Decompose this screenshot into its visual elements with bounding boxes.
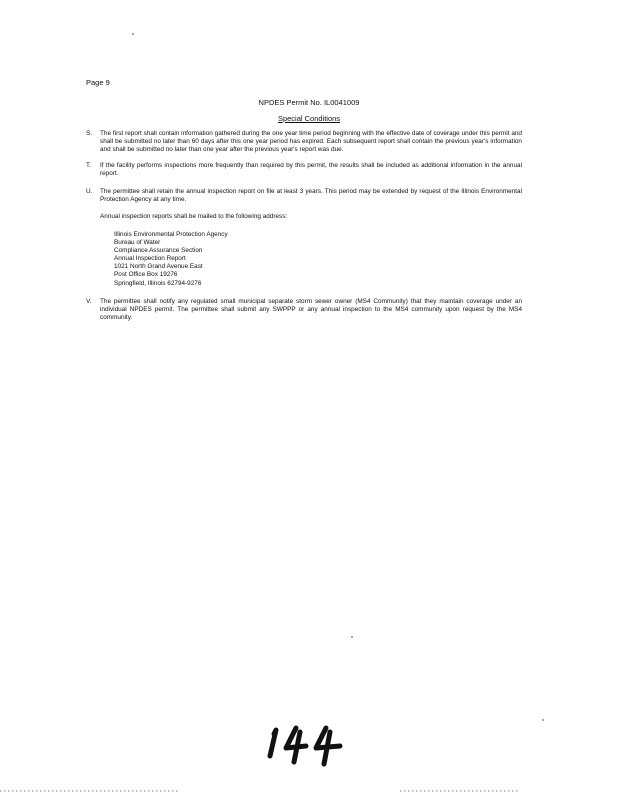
condition-letter: U. bbox=[86, 188, 93, 195]
page-number: Page 9 bbox=[86, 78, 110, 87]
address-line: Annual Inspection Report bbox=[114, 255, 186, 263]
address-line: 1021 North Grand Avenue East bbox=[114, 263, 203, 271]
condition-letter: S. bbox=[86, 130, 93, 137]
condition-letter: V. bbox=[86, 298, 92, 305]
condition-s bbox=[86, 130, 522, 155]
condition-text: If the facility performs inspections more frequently than required by this permit, the results shall be included as additional information in the annual report. bbox=[100, 162, 522, 178]
mailing-address bbox=[114, 231, 228, 288]
condition-u bbox=[86, 188, 522, 204]
address-line: Springfield, Illinois 62794-9276 bbox=[114, 279, 202, 287]
condition-text: The first report shall contain information gathered during the one year time period beginning with the effective date of coverage under this permit and shall be submitted no later than 60 days after this one year period has expired. Each subsequent report shall contain the previous year's information and shall be submitted no later than one year after the previous year's report was due. bbox=[100, 130, 522, 154]
address-line: Compliance Assurance Section bbox=[114, 247, 203, 255]
scan-edge-noise bbox=[0, 788, 618, 794]
section-heading: Special Conditions bbox=[277, 114, 341, 123]
condition-t bbox=[86, 162, 522, 178]
condition-letter: T. bbox=[86, 162, 91, 169]
condition-text: The permittee shall retain the annual inspection report on file at least 3 years. This period may be extended by request of the Illinois Environmental Protection Agency at any time. bbox=[100, 188, 522, 204]
condition-v bbox=[86, 298, 522, 323]
handwritten-page-number bbox=[262, 722, 352, 770]
address-line: Illinois Environmental Protection Agency bbox=[114, 231, 228, 238]
condition-text: The permittee shall notify any regulated small municipal separate storm sewer owner (MS4 Community) that they maintain coverage under an individual NPDES permit. The permittee shall submit any SWPPP or any annual inspection to the MS4 community upon request by the MS4 community. bbox=[100, 298, 522, 322]
address-line: Post Office Box 19276 bbox=[114, 271, 178, 279]
address-line: Bureau of Water bbox=[114, 239, 161, 247]
mailing-intro: Annual inspection reports shall be mailed to the following address: bbox=[100, 213, 288, 220]
permit-number: NPDES Permit No. IL0041009 bbox=[258, 98, 360, 107]
